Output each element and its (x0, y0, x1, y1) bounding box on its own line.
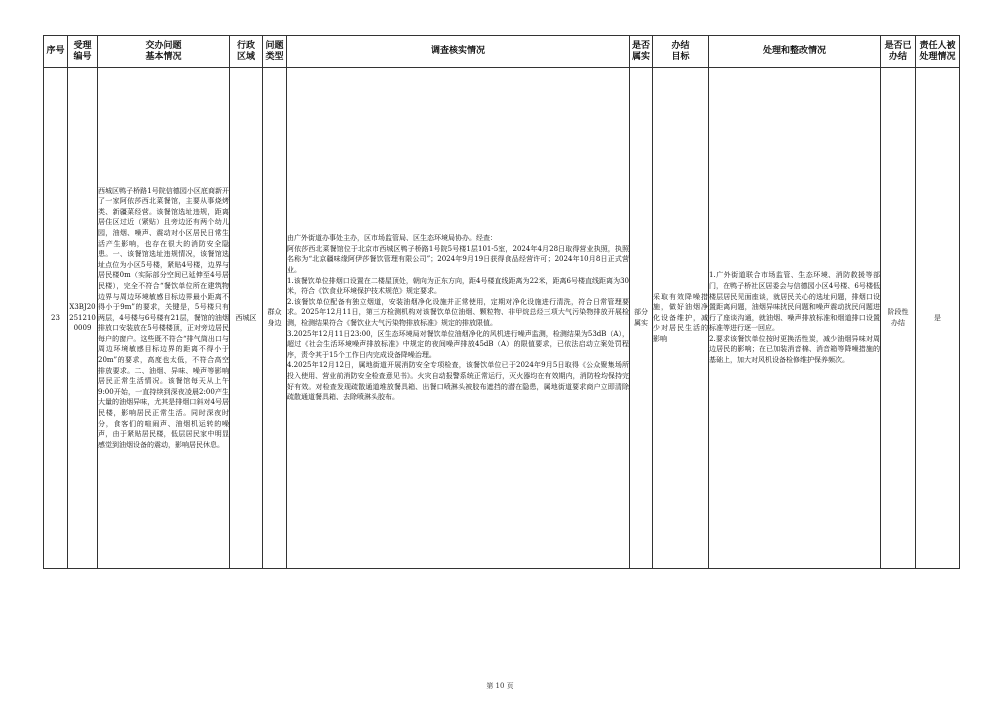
investigation-para: 1.该餐饮单位排烟口设置在二楼屋顶处，朝向为正东方向，距4号楼直线距离为22米，距离6号楼直线距离为30米，符合《饮食业环境保护技术规范》规定要求。 (287, 276, 629, 296)
table-row (44, 68, 960, 569)
cell-handling (709, 68, 881, 569)
header-issue: 交办问题 基本情况 (98, 36, 230, 68)
header-accountability: 责任人被 处理情况 (916, 36, 960, 68)
cell-region: 西城区 (230, 68, 263, 569)
cell-case-id: X3BJ20 251210 0009 (68, 68, 98, 569)
cell-investigation (287, 68, 630, 569)
header-case-id: 受理 编号 (68, 36, 98, 68)
header-goal: 办结 目标 (653, 36, 709, 68)
header-investigation: 调查核实情况 (287, 36, 630, 68)
cell-verified: 部分 属实 (630, 68, 653, 569)
investigation-para: 2.该餐饮单位配备有独立烟道，安装油烟净化设施并正常使用，定期对净化设施进行清洗，符合日常管理要求。2025年12月11日，第三方检测机构对该餐饮单位油烟、颗粒物、非甲烷总烃三项大气污染物排放开展检测，检测结果符合《餐饮业大气污染物排放标准》规定的排放限值。 (287, 297, 629, 327)
header-seq: 序号 (44, 36, 68, 68)
cell-seq: 23 (44, 68, 68, 569)
cell-accountability: 是 (916, 68, 960, 569)
header-verified: 是否 属实 (630, 36, 653, 68)
cell-issue-type: 群众 身边 (263, 68, 287, 569)
investigation-para: 阿依莎西北菜餐馆位于北京市西城区鸭子桥路1号院5号楼1层101-5室，2024年4月28日取得营业执照，执照名称为“北京疆味缘阿伊莎餐饮管理有限公司”；2024年9月19日获得食品经营许可；2024年10月8日正式营业。 (287, 244, 629, 275)
page-number: 第 10 页 (486, 682, 514, 690)
header-region: 行政 区域 (230, 36, 263, 68)
handling-para: 1.广外街道联合市场监管、生态环境、消防救援等部门，在鸭子桥社区居委会与信德园小区4号楼、6号楼低楼层居民见面座谈，就居民关心的选址问题，排烟口设置距离问题，油烟异味扰民问题和噪声震动扰民问题进行了座谈沟通，就油烟、噪声排放标准和烟道排口设置标准等进行逐一回应。 (709, 271, 880, 333)
header-closed: 是否已 办结 (881, 36, 916, 68)
investigation-para: 3.2025年12月11日23:00，区生态环境局对餐饮单位油烟净化的风机进行噪声监测，检测结果为53dB（A），超过《社会生活环境噪声排放标准》中规定的夜间噪声排放45dB（A）的限值要求，已依法启动立案处罚程序，责令其于15个工作日内完成设备降噪治理。 (287, 329, 629, 359)
case-table (43, 35, 960, 569)
cell-goal: 采取有效降噪措施，做好油烟净化设备维护，减少对居民生活的影响 (653, 68, 709, 569)
cell-issue: 西城区鸭子桥路1号院信德园小区底商新开了一家阿依莎西北菜餐馆，主要从事烧烤类、新疆菜经营。该餐馆选址违规，距离居住区过近（紧贴）且旁边还有两个幼儿园，油烟、噪声、震动对小区居民日常生活产生影响，也存在很大的消防安全隐患。一、该餐馆选址违规情况，该餐馆选址点位为小区5号楼，紧贴4号楼，边界与居民楼0m（实际部分空间已延伸至4号居民楼），完全不符合“餐饮单位所在建筑物边界与周边环境敏感目标边界最小距离不得小于9m”的要求，关键是，5号楼只有两层，4号楼与6号楼有21层，餐馆的油烟排放口安装放在5号楼楼顶，正对旁边居民每户的窗户。这些既不符合“排气筒出口与周边环境敏感目标边界的距离不得小于20m”的要求，高度也太低，不符合高空排放要求。二、油烟、异味、噪声等影响居民正常生活情况。该餐馆每天从上午9:00开始，一直持续到深夜凌晨2:00产生大量的油烟异味，尤其是排烟口斜对4号居民楼，影响居民正常生活。同时深夜时分，食客们的喧闹声、油烟机运转的噪声，由于紧贴居民楼，低层居民家中明显感觉到油烟设备的震动，影响居民休息。 (98, 68, 230, 569)
handling-para: 2.要求该餐饮单位按时更换活性炭，减少油烟异味对周边居民的影响；在已加装消音棉、消音箱等降噪措施的基础上，加大对风机设备检修维护保养频次。 (709, 334, 880, 365)
header-row (44, 36, 960, 68)
header-handling: 处理和整改情况 (709, 36, 881, 68)
header-issue-type: 问题 类型 (263, 36, 287, 68)
investigation-para: 4.2025年12月12日，属地街道开展消防安全专项检查，该餐饮单位已于2024年9月5日取得《公众聚集场所投入使用、营业前消防安全检查意见书》。火灾自动报警系统正常运行，灭火器均在有效期内，消防栓均保持完好有效。对检查发现疏散通道堆放餐具箱、出餐口喷淋头被胶布遮挡的潜在隐患，属地街道要求商户立即清除疏散通道餐具箱、去除喷淋头胶布。 (287, 361, 629, 402)
investigation-para: 由广外街道办事处主办，区市场监管局、区生态环境局协办。经查： (287, 234, 497, 243)
cell-closed: 阶段性 办结 (881, 68, 916, 569)
